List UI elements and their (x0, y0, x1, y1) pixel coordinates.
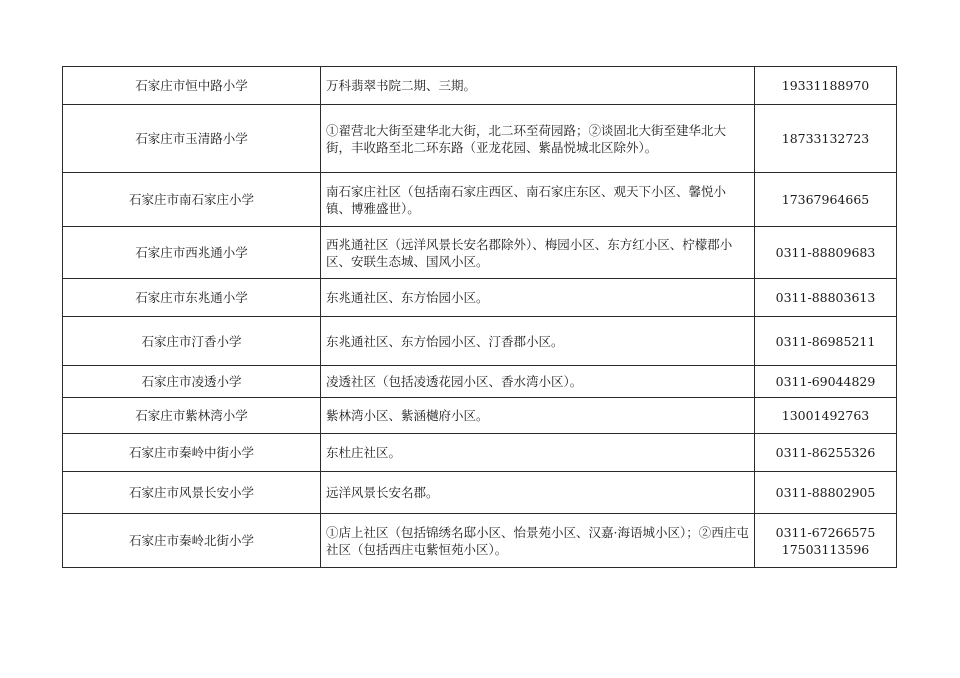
enrollment-area-cell: 凌透社区（包括凌透花园小区、香水湾小区）。 (321, 366, 755, 398)
phone-cell (755, 67, 897, 105)
table-row (63, 514, 897, 568)
school-name-cell: 石家庄市西兆通小学 (63, 227, 321, 279)
phone-cell (755, 366, 897, 398)
phone-number: 0311-88803613 (775, 290, 876, 305)
table-row (63, 173, 897, 227)
phone-cell (755, 227, 897, 279)
phone-number: 19331188970 (781, 78, 870, 93)
table-row (63, 227, 897, 279)
enrollment-area-cell: 西兆通社区（远洋风景长安名郡除外）、梅园小区、东方红小区、柠檬郡小区、安联生态城、国风小区。 (321, 227, 755, 279)
school-name-cell: 石家庄市南石家庄小学 (63, 173, 321, 227)
phone-cell (755, 514, 897, 568)
school-name-cell: 石家庄市秦岭北街小学 (63, 514, 321, 568)
enrollment-area-cell: 东兆通社区、东方怡园小区、汀香郡小区。 (321, 317, 755, 366)
phone-number: 0311-88809683 (775, 245, 876, 260)
table-row (63, 472, 897, 514)
table-row (63, 398, 897, 434)
phone-number: 18733132723 (781, 131, 870, 146)
enrollment-area-cell: 万科翡翠书院二期、三期。 (321, 67, 755, 105)
school-name-cell: 石家庄市凌透小学 (63, 366, 321, 398)
phone-number: 0311-86255326 (775, 445, 876, 460)
phone-cell (755, 105, 897, 173)
table-row (63, 366, 897, 398)
enrollment-area-cell: 紫林湾小区、紫涵樾府小区。 (321, 398, 755, 434)
enrollment-area-cell: ①翟营北大街至建华北大街，北二环至荷园路；②谈固北大街至建华北大街，丰收路至北二环东路（亚龙花园、紫晶悦城北区除外）。 (321, 105, 755, 173)
phone-cell (755, 317, 897, 366)
table-row (63, 317, 897, 366)
phone-number: 13001492763 (781, 408, 870, 423)
phone-cell (755, 279, 897, 317)
school-name-cell: 石家庄市风景长安小学 (63, 472, 321, 514)
school-name-cell: 石家庄市东兆通小学 (63, 279, 321, 317)
enrollment-area-cell: 东兆通社区、东方怡园小区。 (321, 279, 755, 317)
school-name-cell: 石家庄市汀香小学 (63, 317, 321, 366)
school-name-cell: 石家庄市紫林湾小学 (63, 398, 321, 434)
phone-number: 17367964665 (781, 192, 870, 207)
phone-cell (755, 472, 897, 514)
phone-cell (755, 434, 897, 472)
phone-number: 0311-69044829 (775, 374, 876, 389)
table-row (63, 67, 897, 105)
table-row (63, 279, 897, 317)
enrollment-area-cell: ①店上社区（包括锦绣名邸小区、怡景苑小区、汉嘉·海语城小区）；②西庄屯社区（包括西庄屯紫恒苑小区）。 (321, 514, 755, 568)
phone-number: 0311-86985211 (775, 333, 876, 349)
enrollment-area-cell: 南石家庄社区（包括南石家庄西区、南石家庄东区、观天下小区、馨悦小镇、博雅盛世）。 (321, 173, 755, 227)
enrollment-area-cell: 远洋风景长安名郡。 (321, 472, 755, 514)
phone-cell (755, 173, 897, 227)
school-name-cell: 石家庄市秦岭中街小学 (63, 434, 321, 472)
phone-number: 17503113596 (781, 541, 870, 557)
school-district-table (62, 66, 897, 568)
phone-number: 0311-67266575 (775, 524, 876, 540)
table-row (63, 105, 897, 173)
phone-number: 0311-88802905 (775, 485, 876, 500)
enrollment-area-cell: 东杜庄社区。 (321, 434, 755, 472)
table-row (63, 434, 897, 472)
phone-cell (755, 398, 897, 434)
school-name-cell: 石家庄市恒中路小学 (63, 67, 321, 105)
school-name-cell: 石家庄市玉清路小学 (63, 105, 321, 173)
